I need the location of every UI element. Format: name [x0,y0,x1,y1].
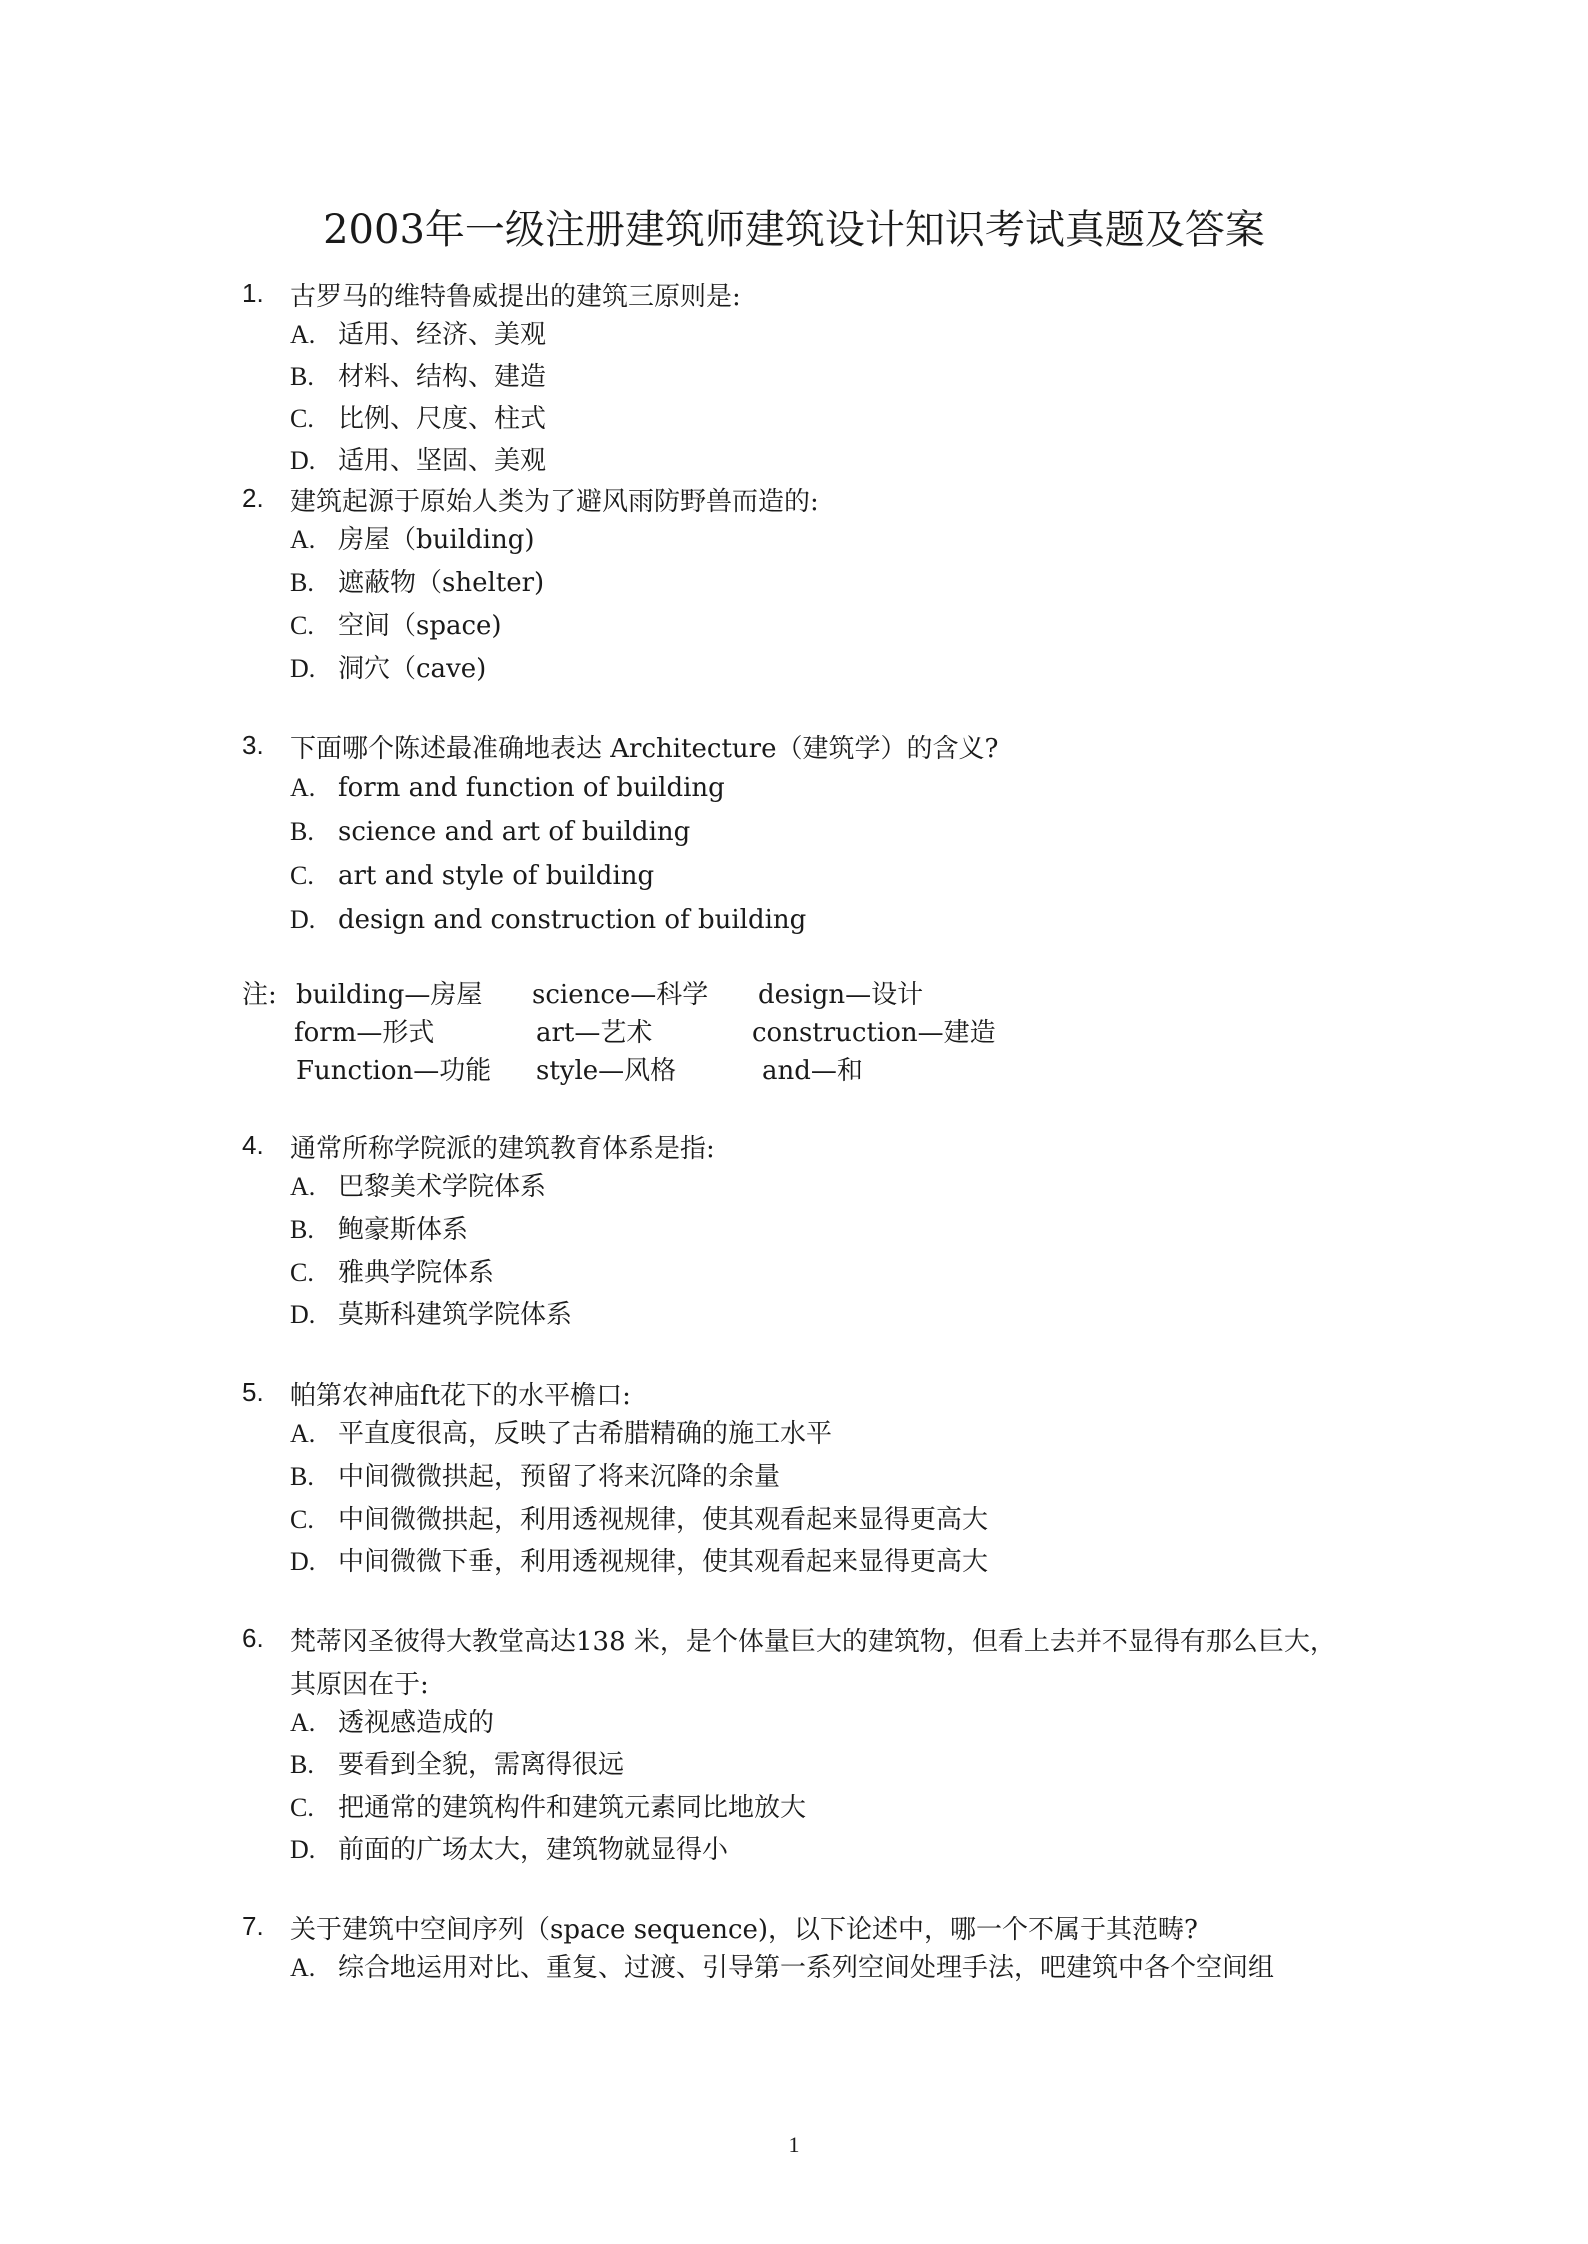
option-c: C. 把通常的建筑构件和建筑元素同比地放大 [290,1793,807,1823]
note-term: style—风格 [536,1056,677,1086]
option-a: A. form and function of building [290,773,725,803]
note-term: form—形式 [294,1018,435,1048]
question-stem: 通常所称学院派的建筑教育体系是指: [290,1134,715,1164]
option-a: A. 平直度很高，反映了古希腊精确的施工水平 [290,1419,833,1449]
option-d: D. 前面的广场太大，建筑物就显得小 [290,1835,729,1865]
question-number: 6. [242,1623,264,1653]
option-d: D. 适用、坚固、美观 [290,446,547,476]
option-a: A. 适用、经济、美观 [290,320,547,350]
option-c: C. art and style of building [290,861,655,891]
note-term: design—设计 [758,980,924,1010]
question-stem: 梵蒂冈圣彼得大教堂高达138 米，是个体量巨大的建筑物，但看上去并不显得有那么巨大，其原因在于: [290,1627,1336,1700]
question-stem: 帕第农神庙ft花下的水平檐口: [290,1381,631,1411]
note-term: science—科学 [532,980,709,1010]
option-c: C. 中间微微拱起，利用透视规律，使其观看起来显得更高大 [290,1505,989,1535]
page-number: 1 [788,2132,800,2157]
option-d: D. 中间微微下垂，利用透视规律，使其观看起来显得更高大 [290,1547,989,1577]
question-number: 1. [242,278,264,308]
option-d: D. design and construction of building [290,905,807,935]
option-b: B. 鲍豪斯体系 [290,1215,469,1245]
option-d: D. 洞穴（cave) [290,654,487,684]
note-label: 注: [242,980,277,1010]
option-b: B. science and art of building [290,817,691,847]
question-stem: 关于建筑中空间序列（space sequence)，以下论述中，哪一个不属于其范畴? [290,1915,1198,1945]
note-term: construction—建造 [752,1018,996,1048]
option-a: A. 透视感造成的 [290,1708,495,1738]
page-title: 2003年一级注册建筑师建筑设计知识考试真题及答案 [323,207,1265,253]
option-c: C. 比例、尺度、柱式 [290,404,547,434]
question-number: 3. [242,730,264,760]
question-stem: 建筑起源于原始人类为了避风雨防野兽而造的: [290,487,819,517]
option-b: B. 要看到全貌，需离得很远 [290,1750,625,1780]
question-number: 5. [242,1377,264,1407]
option-b: B. 中间微微拱起，预留了将来沉降的余量 [290,1462,781,1492]
option-b: B. 遮蔽物（shelter) [290,568,545,598]
question-number: 7. [242,1911,264,1941]
question-stem: 古罗马的维特鲁威提出的建筑三原则是: [290,282,741,312]
option-a: A. 房屋（building) [290,525,535,555]
option-c: C. 雅典学院体系 [290,1258,495,1288]
option-b: B. 材料、结构、建造 [290,362,547,392]
option-a: A. 巴黎美术学院体系 [290,1172,547,1202]
note-term: art—艺术 [536,1018,653,1048]
question-number: 2. [242,483,264,513]
note-term: Function—功能 [296,1056,492,1086]
option-c: C. 空间（space) [290,611,502,641]
question-number: 4. [242,1130,264,1160]
note-term: building—房屋 [296,980,483,1010]
note-term: and—和 [762,1056,863,1086]
option-a: A. 综合地运用对比、重复、过渡、引导第一系列空间处理手法，吧建筑中各个空间组 [290,1953,1275,1983]
option-d: D. 莫斯科建筑学院体系 [290,1300,573,1330]
question-stem: 下面哪个陈述最准确地表达 Architecture（建筑学）的含义? [290,734,999,764]
